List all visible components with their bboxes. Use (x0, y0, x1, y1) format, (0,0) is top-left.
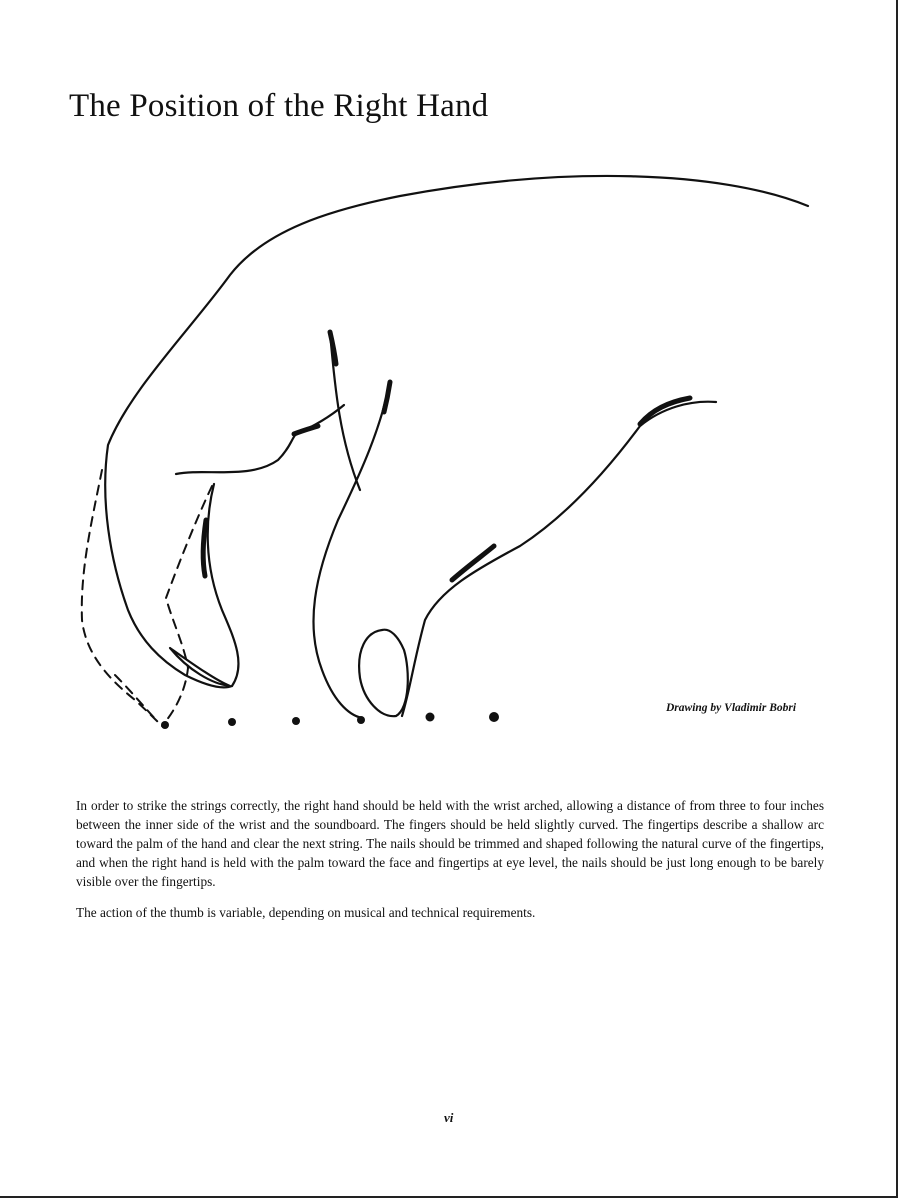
dashed-tip-path (115, 675, 158, 722)
string-dot-4 (357, 716, 365, 724)
ring-finger-path (313, 382, 390, 718)
string-dot-6 (489, 712, 499, 722)
page-title: The Position of the Right Hand (69, 88, 489, 124)
right-hand-illustration (0, 140, 896, 740)
ring-ink-accent (384, 382, 390, 412)
string-dot-1 (161, 721, 169, 729)
little-finger-path (402, 402, 716, 716)
thumb-crease-path (176, 434, 296, 474)
dashed-outer-finger-path (82, 470, 162, 726)
drawing-credit: Drawing by Vladimir Bobri (666, 702, 797, 714)
page-number: vi (444, 1110, 454, 1125)
string-dot-5 (426, 713, 435, 722)
knuckle-ink-accent (294, 426, 318, 434)
string-dot-3 (292, 717, 300, 725)
middle-ink-accent (203, 520, 206, 576)
hand-outline-path (105, 176, 808, 687)
body-paragraph-1: In order to strike the strings correctly, the right hand should be held with the wrist arched, allowing a distance of from three to four inches between the inner side of the wrist and the soundboard. The fingers should be held slightly curved. The fingertips describe a shallow arc toward the palm of the hand and clear the next string. The nails should be trimmed and shaped following the natural curve of the fingertips, and when the right hand is held with the palm toward the face and fingertips at eye level, the nails should be just long enough to be barely visible over the fingertips. (76, 798, 824, 889)
ring-fingertip-path (359, 630, 408, 716)
body-text (76, 796, 824, 934)
body-paragraph-2: The action of the thumb is variable, depending on musical and technical requirements. (76, 905, 536, 920)
thumb-ink-accent (330, 332, 336, 364)
string-dot-2 (228, 718, 236, 726)
index-fingertip-path (170, 648, 230, 686)
middle-finger-path (208, 484, 239, 686)
